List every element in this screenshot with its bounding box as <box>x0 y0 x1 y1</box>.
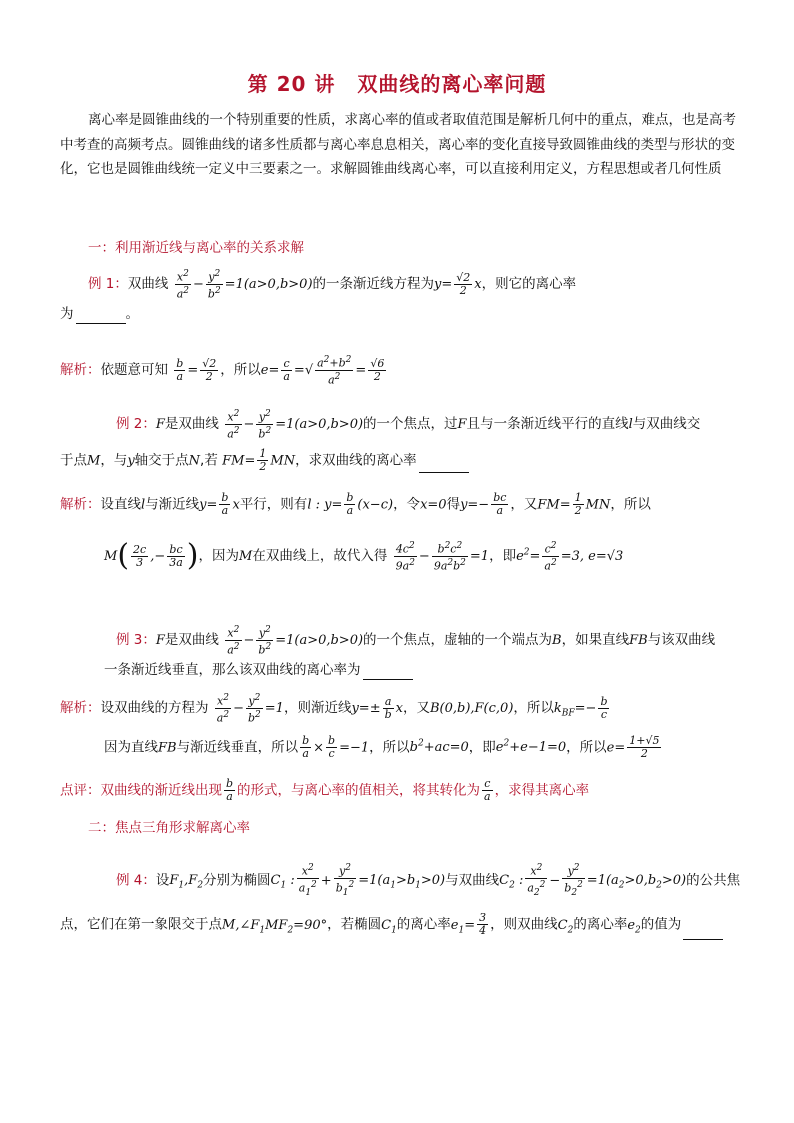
example-4: 例 4：设$F_1,F_2$分别为椭圆$C_1$ : $\frac{x^2}{a_1^2}$ + $\frac{y^2}{b_1^2}$ $=1(a_1>b_1>0)$与双曲线$C_2$ : $\frac{x^2}{a_2^2}$ − $\frac{y^2}{b_2^2}$ $=1(a_2>0,b_2>0)$的公共焦 <box>116 863 741 898</box>
example-2: 例 2：F是双曲线 $\frac{x^2}{a^2}$ − $\frac{y^2}{b^2}$ =1(a>0,b>0)的一个焦点，过F且与一条渐近线平行的直线l与双曲线交 <box>116 409 701 441</box>
solution-2-continued: M( $\frac{2c}{3}$ ,− $\frac{bc}{3a}$ )，因为M在双曲线上，故代入得 $\frac{4c^2}{9a^2}$ − $\frac{b^2c^2}{9a^2b^2}$ =1，即$e^2=$ $\frac{c^2}{a^2}$ =3, e=√3 <box>104 538 624 574</box>
example-2-continued: 于点M，与y轴交于点N,若 FM= $\frac{1}{2}$ MN，求双曲线的离心率 <box>60 448 469 473</box>
example-3-continued: 一条渐近线垂直，那么该双曲线的离心率为 <box>104 660 413 680</box>
example-1: 例 1：双曲线 $\frac{x^2}{a^2}$ − $\frac{y^2}{b^2}$ =1(a>0,b>0)的一条渐近线方程为y= $\frac{√2}{2}$ x，则它的离心率 <box>88 269 577 301</box>
example-1-answer-line: 为 。 <box>60 306 139 322</box>
intro-paragraph: 离心率是圆锥曲线的一个特别重要的性质，求离心率的值或者取值范围是解析几何中的重点，难点，也是高考中考查的高频考点。圆锥曲线的诸多性质都与离心率息息相关，离心率的变化直接导致圆锥曲线的类型与形状的变化，它也是圆锥曲线统一定义中三要素之一。求解圆锥曲线离心率，可以直接利用定义，方程思想或者几何性质 <box>60 112 736 177</box>
answer-blank <box>76 322 126 324</box>
lecture-topic: 双曲线的离心率问题 <box>357 72 547 96</box>
solution-3: 解析：设双曲线的方程为 $\frac{x^2}{a^2}$ − $\frac{y^2}{b^2}$ =1，则渐近线y=± $\frac{a}{b}$ x，又B(0,b),F(c,0)，所以$k_{BF}=-$ $\frac{b}{c}$ <box>60 693 608 725</box>
example-3: 例 3：F是双曲线 $\frac{x^2}{a^2}$ − $\frac{y^2}{b^2}$ =1(a>0,b>0)的一个焦点，虚轴的一个端点为B，如果直线FB与该双曲线 <box>116 625 716 657</box>
section-heading-1: 一：利用渐近线与离心率的关系求解 <box>88 240 304 256</box>
comment: 点评：双曲线的渐近线出现 $\frac{b}{a}$ 的形式，与离心率的值相关，将其转化为 $\frac{c}{a}$ ，求得其离心率 <box>60 777 590 803</box>
example-1-label: 例 1： <box>88 276 128 293</box>
lecture-number: 第 20 讲 <box>247 72 336 96</box>
solution-3-continued: 因为直线FB与渐近线垂直，所以 $\frac{b}{a}$ × $\frac{b}{c}$ =−1，所以$b^2+ac=0$，即$e^2+e-1=0$，所以e= $\frac{1+√5}{2}$ <box>104 733 660 760</box>
section-heading-2: 二：焦点三角形求解离心率 <box>88 820 250 836</box>
solution-1: 解析：依题意可知 $\frac{b}{a}$ = $\frac{√2}{2}$ ，所以e= $\frac{c}{a}$ =√ $\frac{a^2+b^2}{a^2}$ = $\frac{√6}{2}$ <box>60 355 385 387</box>
solution-2: 解析：设直线l与渐近线y= $\frac{b}{a}$ x平行，则有l : y= $\frac{b}{a}$ (x−c)，令x=0得y=− $\frac{bc}{a}$ ，又FM= $\frac{1}{2}$ MN，所以 <box>60 491 651 517</box>
page-title <box>0 68 794 97</box>
example-4-continued: 点，它们在第一象限交于点$M,\angle F_1MF_2=90^\circ$，若椭圆$C_1$的离心率$e_1=$ $\frac{3}{4}$ ，则双曲线$C_2$的离心率$e_2$的值为 <box>60 912 723 940</box>
